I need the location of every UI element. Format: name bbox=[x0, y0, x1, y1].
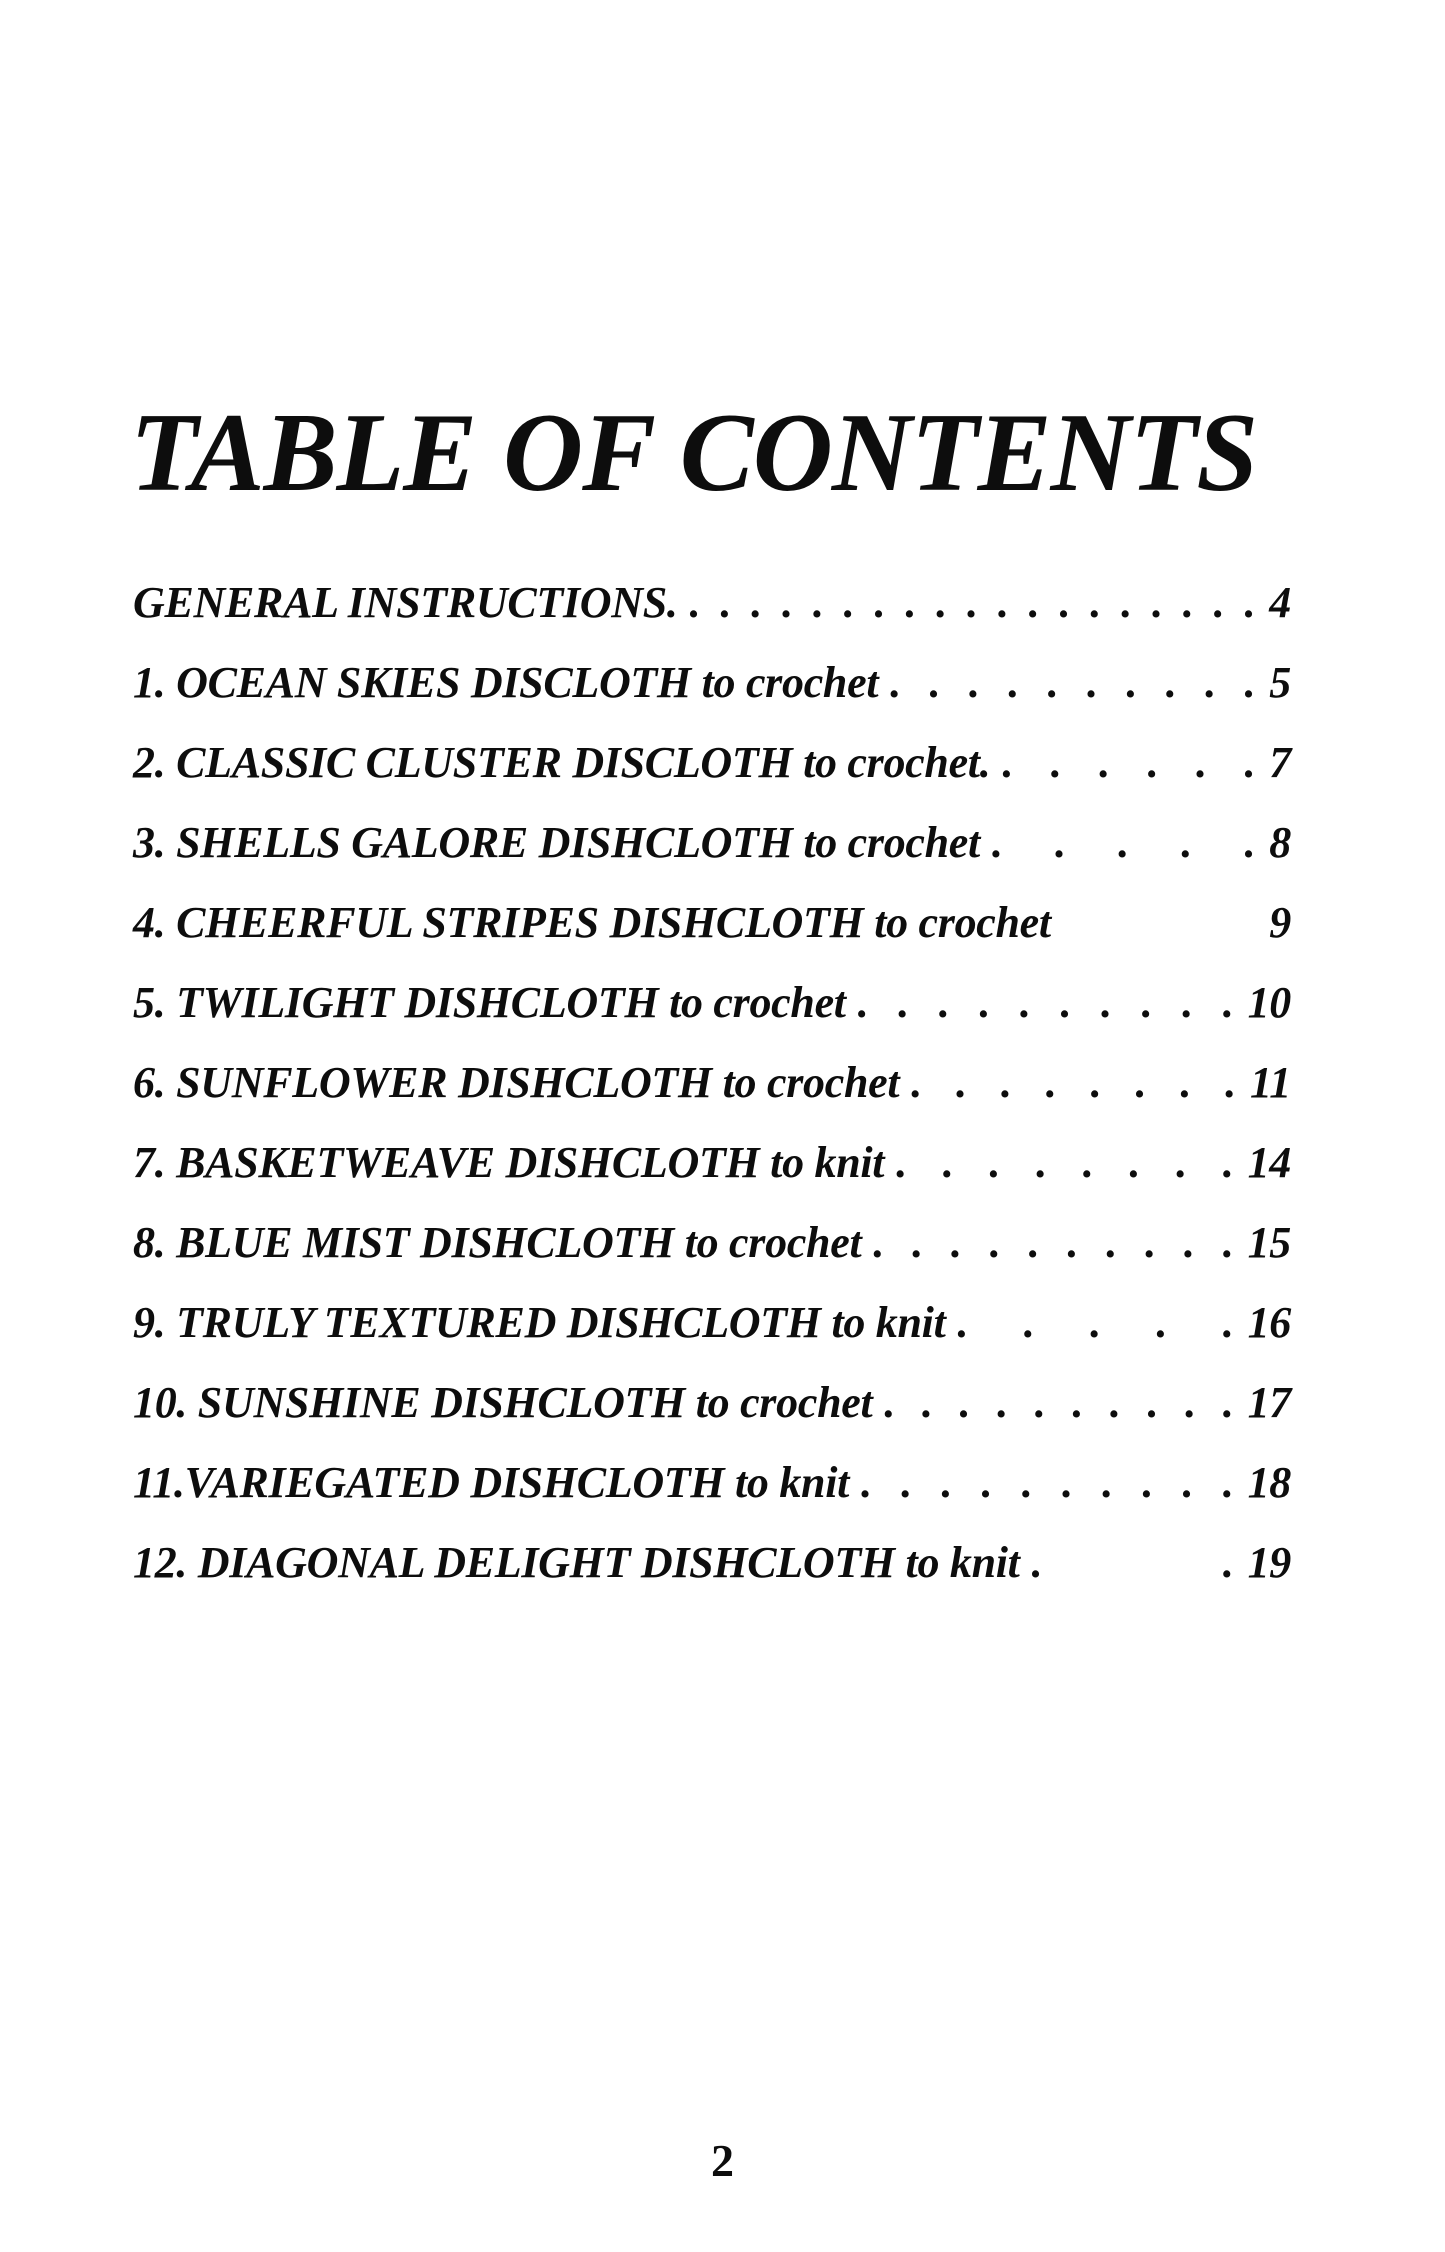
toc-page-number: 19 bbox=[1247, 1538, 1291, 1587]
toc-leader-dots: . . . . . bbox=[991, 818, 1256, 867]
toc-page-number: 16 bbox=[1247, 1298, 1291, 1347]
toc-entry bbox=[133, 1283, 1291, 1363]
toc-entry bbox=[133, 963, 1291, 1043]
toc-entry-label: 11.VARIEGATED DISHCLOTH to knit bbox=[133, 1458, 850, 1507]
toc-entry-label: 12. DIAGONAL DELIGHT DISHCLOTH to knit bbox=[133, 1538, 1020, 1587]
toc-leader-dots: . . . . . . . . . . bbox=[884, 1378, 1234, 1427]
toc-entry-label: 8. BLUE MIST DISHCLOTH to crochet bbox=[133, 1218, 862, 1267]
toc-page-number: 18 bbox=[1247, 1458, 1291, 1507]
toc-entry bbox=[133, 1523, 1291, 1603]
toc-entry bbox=[133, 883, 1291, 963]
toc-entry-label: 7. BASKETWEAVE DISHCLOTH to knit bbox=[133, 1138, 885, 1187]
toc-leader-dots: . . . . . . . . . . bbox=[861, 1458, 1234, 1507]
toc-page-number: 11 bbox=[1250, 1058, 1291, 1107]
toc-entry-label: 2. CLASSIC CLUSTER DISCLOTH to crochet. bbox=[133, 738, 991, 787]
toc-page-number: 8 bbox=[1269, 818, 1291, 867]
toc-page-number: 9 bbox=[1269, 898, 1291, 947]
toc-page-number: 7 bbox=[1269, 738, 1291, 787]
toc-leader-dots: . . . . . . . . . . . . . . . . . . . bbox=[689, 578, 1256, 627]
toc-leader-dots: . . . . . . . . bbox=[911, 1058, 1237, 1107]
toc-entry bbox=[133, 1043, 1291, 1123]
toc-page-number: 5 bbox=[1269, 658, 1291, 707]
toc-entry bbox=[133, 1203, 1291, 1283]
toc-page-number: 10 bbox=[1247, 978, 1291, 1027]
toc-leader-dots: . . . . . . . . . . bbox=[890, 658, 1256, 707]
toc-entry-label: 1. OCEAN SKIES DISCLOTH to crochet bbox=[133, 658, 879, 707]
toc-entry bbox=[133, 1443, 1291, 1523]
toc-list bbox=[133, 563, 1291, 1603]
toc-entry-label: 6. SUNFLOWER DISHCLOTH to crochet bbox=[133, 1058, 900, 1107]
footer-page-number: 2 bbox=[711, 2135, 734, 2186]
toc-entry bbox=[133, 723, 1291, 803]
toc-entry-label: 3. SHELLS GALORE DISHCLOTH to crochet bbox=[133, 818, 980, 867]
toc-page-number: 4 bbox=[1269, 578, 1291, 627]
toc-leader-dots: . . . . . . . . . . bbox=[857, 978, 1234, 1027]
toc-entry-label: 10. SUNSHINE DISHCLOTH to crochet bbox=[133, 1378, 873, 1427]
toc-page-number: 17 bbox=[1247, 1378, 1291, 1427]
page-title: TABLE OF CONTENTS bbox=[130, 391, 1258, 515]
toc-leader-dots: . . bbox=[1031, 1538, 1234, 1587]
toc-leader-dots: . . . . . . bbox=[1002, 738, 1256, 787]
toc-entry bbox=[133, 803, 1291, 883]
toc-leader-dots: . . . . . . . . bbox=[896, 1138, 1234, 1187]
toc-entry-label: GENERAL INSTRUCTIONS. bbox=[133, 578, 678, 627]
toc-entry-label: 5. TWILIGHT DISHCLOTH to crochet bbox=[133, 978, 846, 1027]
toc-leader-dots: . . . . . . . . . . bbox=[873, 1218, 1234, 1267]
toc-entry-label: 9. TRULY TEXTURED DISHCLOTH to knit bbox=[133, 1298, 946, 1347]
toc-entry-label: 4. CHEERFUL STRIPES DISHCLOTH to crochet bbox=[133, 898, 1051, 947]
toc-entry bbox=[133, 563, 1291, 643]
toc-leader-dots: . . . . . bbox=[957, 1298, 1234, 1347]
toc-page-number: 14 bbox=[1247, 1138, 1291, 1187]
toc-page-number: 15 bbox=[1247, 1218, 1291, 1267]
toc-entry bbox=[133, 1123, 1291, 1203]
toc-entry bbox=[133, 643, 1291, 723]
toc-entry bbox=[133, 1363, 1291, 1443]
